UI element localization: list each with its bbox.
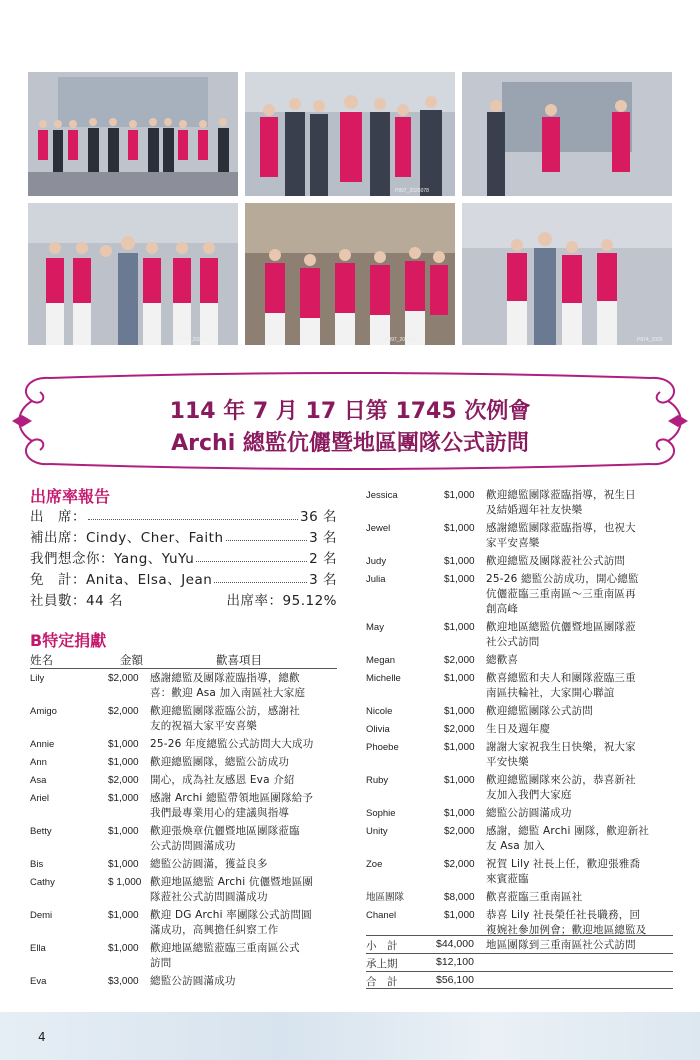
donor-name: Annie [30,739,55,750]
donation-message [150,941,340,971]
attendance-summary [30,588,337,609]
message-line: 總歡喜 [486,654,519,666]
attendance-label: 出 席： [30,508,86,525]
message-line: 平安快樂 [486,756,529,768]
photo-2 [245,72,455,196]
donation-message [150,908,340,938]
donation-row [30,974,340,989]
message-line: 創高峰 [486,603,519,615]
message-line: 歡迎地區總監 Archi 伉儷暨地區團 [150,876,314,888]
donor-name: Unity [366,826,388,837]
donation-amount: $1,000 [444,742,475,753]
donor-name: Eva [30,976,47,987]
donation-message [150,773,340,788]
message-line: 伉儷蒞臨三重南區～三重南區再 [486,588,636,600]
meeting-title: 114 年 7 月 17 日第 1745 次例會 [169,399,531,424]
col-message: 歡喜項目 [216,653,262,667]
donation-message [486,653,676,668]
donation-amount: $2,000 [108,775,139,786]
donation-row [366,704,676,719]
total-value: $12,100 [436,956,474,968]
donor-name: Ruby [366,775,389,786]
total-value: $56,100 [436,974,474,986]
donation-amount: $1,000 [444,490,475,501]
attendance-value: 36 名 [300,508,337,525]
donation-row [366,824,676,854]
attendance-row [30,504,337,525]
donation-row [366,806,676,821]
attendance-label: 我們想念你：Yang、YuYu [30,550,195,567]
donations-heading: B特定捐獻 [30,631,107,650]
message-line: 歡迎 DG Archi 率團隊公式訪問圓 [150,909,312,921]
donation-message [486,704,676,719]
message-line: 公式訪問圓滿成功 [150,840,236,852]
donation-message [486,488,676,518]
message-line: 我們最專業用心的建議與指導 [150,807,290,819]
gift-exchange-image [245,72,455,196]
message-line: 總監公訪圓滿成功 [486,807,572,819]
total-label: 承上期 [366,958,398,970]
donation-amount: $1,000 [108,943,139,954]
speech-image [462,72,672,196]
donation-row [366,671,676,701]
donation-amount: $2,000 [108,673,139,684]
donation-message [150,857,340,872]
message-line: 感謝 Archi 總監帶領地區團隊給予 [150,792,314,804]
donor-name: Olivia [366,724,390,735]
message-line: 歡迎總監團隊蒞臨指導，祝生日 [486,489,636,501]
message-line: 感謝總監及團隊蒞臨指導，總歡 [150,672,300,684]
message-line: 友 Asa 加入 [486,840,545,852]
photo-4 [28,203,238,345]
donation-amount: $1,000 [108,793,139,804]
donation-amount: $1,000 [444,622,475,633]
message-line: 訪問 [150,957,172,969]
message-line: 來賓蒞臨 [486,873,529,885]
donation-amount: $1,000 [108,826,139,837]
attendance-rate: 出席率：95.12% [226,592,337,609]
message-line: 隊蒞社公式訪問圓滿成功 [150,891,268,903]
donation-message [150,671,340,701]
message-line: 歡喜蒞臨三重南區社 [486,891,583,903]
donation-amount: $1,000 [444,808,475,819]
donations-table-header [30,651,337,669]
donation-row [30,773,340,788]
message-line: 及結婚週年社友快樂 [486,504,583,516]
donation-row [366,890,676,905]
message-line: 歡迎總監團隊蒞臨公訪，感謝社 [150,705,300,717]
photo-stamp: P807_20250 [178,337,207,343]
message-line: 歡喜總監和夫人和團隊蒞臨三重 [486,672,636,684]
donation-amount: $2,000 [444,724,475,735]
attendance-report [30,504,337,609]
donation-message [150,737,340,752]
message-line: 總監公訪圓滿，獲益良多 [150,858,268,870]
donation-message [486,521,676,551]
donor-name: Megan [366,655,396,666]
donor-name: 地區團隊 [366,892,405,903]
donation-amount: $1,000 [444,556,475,567]
donation-row [30,875,340,905]
donor-name: Nicole [366,706,393,717]
message-line: 複婉社參加例會；歡迎地區總監及 [486,924,647,936]
message-line: 友加入我們大家庭 [486,789,572,801]
col-amount: 金額 [120,653,143,667]
donation-row [366,620,676,650]
donor-name: Ella [30,943,46,954]
donation-amount: $1,000 [108,739,139,750]
donation-amount: $3,000 [108,976,139,987]
total-row [366,953,673,971]
attendance-value: 3 名 [309,529,337,546]
message-line: 歡迎張煥章伉儷暨地區團隊蒞臨 [150,825,300,837]
donation-message [486,806,676,821]
attendance-label: 免 計：Anita、Elsa、Jean [30,571,213,588]
total-label: 合 計 [366,976,398,988]
donation-amount: $1,000 [444,574,475,585]
member-count: 社員數：44 名 [30,592,123,609]
message-line: 歡迎總監團隊，總監公訪成功 [150,756,290,768]
group-pose-image [462,203,672,345]
attendance-row [30,567,337,588]
photo-6 [462,203,672,345]
donation-message [486,824,676,854]
message-line: 歡迎總監團隊公式訪問 [486,705,593,717]
donation-message [486,857,676,887]
donation-message [486,554,676,569]
message-line: 歡迎總監團隊來公訪，恭喜新社 [486,774,636,786]
donation-row [366,653,676,668]
donation-row [366,554,676,569]
leader-dots [226,531,308,541]
message-line: 地區團隊到三重南區社公式訪問 [486,939,636,951]
message-line: 開心，成為社友感恩 Eva 介紹 [150,774,295,786]
donation-amount: $1,000 [108,859,139,870]
donation-row [366,857,676,887]
message-line: 生日及週年慶 [486,723,551,735]
donor-name: Ann [30,757,47,768]
message-line: 謝謝大家祝我生日快樂，祝大家 [486,741,636,753]
donation-row [366,773,676,803]
page-number: 4 [38,1030,46,1044]
group-photo-image [28,72,238,196]
donation-row [366,488,676,518]
donation-message [150,875,340,905]
attendance-heading: 出席率報告 [30,487,111,506]
donation-amount: $1,000 [444,910,475,921]
cheering-image [245,203,455,345]
donation-message [486,890,676,905]
donation-row [30,704,340,734]
message-line: 總監公訪圓滿成功 [150,975,236,987]
donation-row [30,941,340,971]
donor-name: Phoebe [366,742,399,753]
donation-message [486,722,676,737]
donation-amount: $2,000 [444,655,475,666]
donation-message [150,755,340,770]
leader-dots [88,510,298,520]
attendance-label: 補出席：Cindy、Cher、Faith [30,529,224,546]
donor-name: Jewel [366,523,391,534]
col-name: 姓名 [30,653,53,667]
donation-row [30,857,340,872]
message-line: 歡迎總監及團隊蒞社公式訪問 [486,555,626,567]
donation-amount: $1,000 [444,775,475,786]
donation-row [366,740,676,770]
donation-amount: $1,000 [444,706,475,717]
message-line: 25-26 年度總監公式訪問大大成功 [150,738,314,750]
total-row [366,971,673,989]
donor-name: Jessica [366,490,398,501]
donation-message [486,773,676,803]
message-line: 歡迎地區總監蒞臨三重南區公式 [150,942,300,954]
donor-name: May [366,622,384,633]
message-line: 友的祝福大家平安喜樂 [150,720,257,732]
attendance-value: 2 名 [309,550,337,567]
photo-3 [462,72,672,196]
donation-message [150,704,340,734]
donation-amount: $1,000 [444,523,475,534]
total-label: 小 計 [366,940,398,952]
footer-band [0,1012,700,1060]
donation-amount: $8,000 [444,892,475,903]
photo-stamp: P874_2025 [637,337,663,343]
donation-row [30,791,340,821]
donor-name: Judy [366,556,387,567]
attendance-value: 3 名 [309,571,337,588]
donor-name: Bis [30,859,44,870]
donor-name: Ariel [30,793,50,804]
donation-message [486,572,676,617]
donation-amount: $1,000 [444,673,475,684]
donation-row [30,671,340,701]
donor-name: Sophie [366,808,396,819]
total-value: $44,000 [436,938,474,950]
leader-dots [196,552,307,562]
message-line: 歡迎地區總監伉儷暨地區團隊蒞 [486,621,636,633]
donation-amount: $2,000 [108,706,139,717]
donation-message [486,620,676,650]
donor-name: Julia [366,574,386,585]
donation-amount: $2,000 [444,826,475,837]
donation-row [366,722,676,737]
donation-row [366,572,676,617]
meeting-subtitle: Archi 總監伉儷暨地區團隊公式訪問 [171,431,529,456]
leader-dots [214,573,307,583]
donor-name: Zoe [366,859,383,870]
message-line: 感謝總監團隊蒞臨指導，也祝大 [486,522,636,534]
message-line: 感謝，總監 Archi 團隊，歡迎新社 [486,825,650,837]
message-line: 南區扶輪社，大家開心聯誼 [486,687,615,699]
photo-5 [245,203,455,345]
donation-amount: $ 1,000 [108,877,142,888]
photo-stamp: P897_2025078 [395,188,429,194]
message-line: 社公式訪問 [486,636,540,648]
donation-row [30,737,340,752]
photo-1 [28,72,238,196]
attendance-row [30,525,337,546]
donation-row [30,824,340,854]
message-line: 25-26 總監公訪成功，開心總監 [486,573,639,585]
donation-row [366,521,676,551]
donor-name: Betty [30,826,52,837]
donor-name: Demi [30,910,53,921]
donation-message [150,974,340,989]
photo-stamp: P897_20250718 [385,337,422,343]
donor-name: Lily [30,673,45,684]
donation-amount: $1,000 [108,910,139,921]
donor-name: Asa [30,775,47,786]
donation-row [30,908,340,938]
message-line: 喜：歡迎 Asa 加入南區社大家庭 [150,687,306,699]
donation-message [486,740,676,770]
message-line: 滿成功，高興擔任糾察工作 [150,924,279,936]
donor-name: Michelle [366,673,401,684]
message-line: 祝賀 Lily 社長上任，歡迎張雅喬 [486,858,641,870]
attendance-row [30,546,337,567]
donations-totals [366,935,673,989]
donor-name: Amigo [30,706,57,717]
message-line: 恭喜 Lily 社長榮任社長職務，回 [486,909,641,921]
donation-row [30,755,340,770]
total-row [366,935,673,953]
team-photo-image [28,203,238,345]
message-line: 家平安喜樂 [486,537,540,549]
donation-message [150,791,340,821]
donation-amount: $2,000 [444,859,475,870]
donor-name: Cathy [30,877,55,888]
donation-amount: $1,000 [108,757,139,768]
donation-message [150,824,340,854]
donor-name: Chanel [366,910,397,921]
title-banner [10,366,690,476]
donation-message [486,671,676,701]
